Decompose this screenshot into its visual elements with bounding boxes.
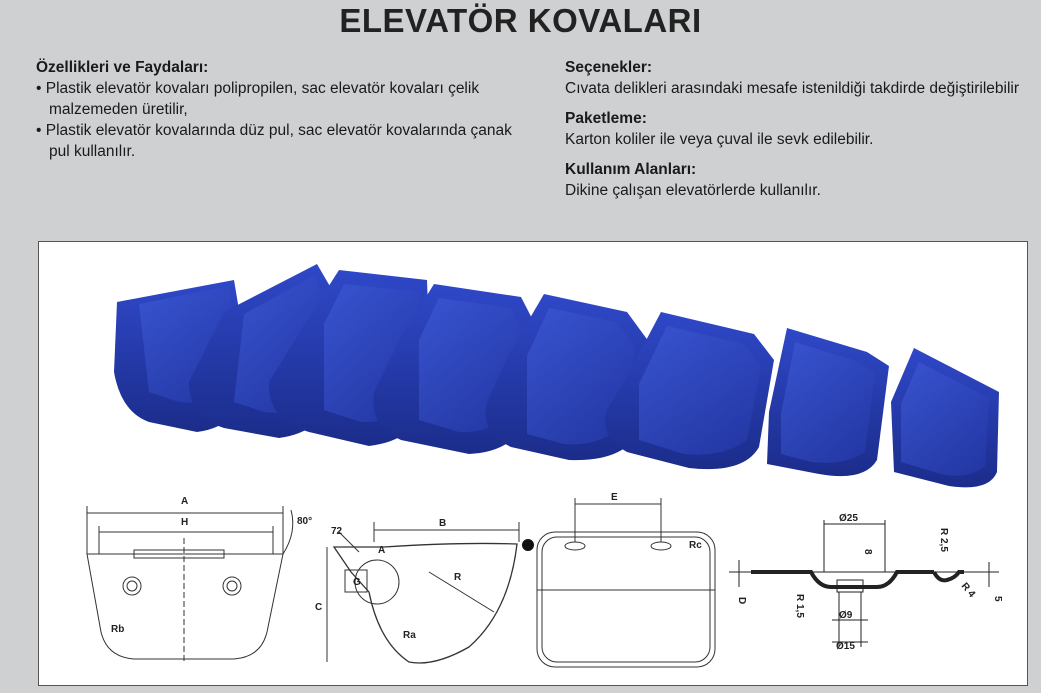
- dim-8: 8: [862, 549, 873, 555]
- dim-H: H: [181, 517, 189, 528]
- info-section: [565, 57, 1025, 201]
- dim-R: R: [454, 572, 462, 583]
- usage-heading: Kullanım Alanları:: [565, 161, 697, 178]
- options-text: Cıvata delikleri arasındaki mesafe istenildiği takdirde değiştirilebilir: [565, 80, 1020, 97]
- dim-72: 72: [331, 526, 343, 537]
- features-heading: Özellikleri ve Faydaları:: [36, 59, 209, 76]
- usage-text: Dikine çalışan elevatörlerde kullanılır.: [565, 182, 821, 199]
- dim-G: G: [353, 577, 361, 588]
- dim-80: 80°: [297, 516, 313, 527]
- dim-r15: R 1,5: [794, 594, 805, 618]
- dim-E: E: [611, 492, 618, 503]
- dim-A: A: [181, 496, 189, 507]
- packaging-text: Karton koliler ile veya çuval ile sevk edilebilir.: [565, 131, 874, 148]
- bucket-8: [891, 348, 999, 487]
- features-item-1: • Plastik elevatör kovaları polipropilen, sac elevatör kovaları çelik malzemeden üretilir,: [36, 80, 480, 118]
- options-heading: Seçenekler:: [565, 59, 653, 76]
- dim-Rb: Rb: [111, 624, 125, 635]
- dim-d9: Ø9: [839, 610, 853, 621]
- dim-r25: R 2,5: [938, 528, 949, 552]
- top-view-drawing: [537, 498, 715, 667]
- dim-A-detail: A: [378, 545, 386, 556]
- dim-d15: Ø15: [836, 641, 855, 652]
- dim-B: B: [439, 518, 447, 529]
- product-figure-svg: [39, 242, 1027, 685]
- dim-Rc: Rc: [689, 540, 702, 551]
- product-figure: [38, 241, 1028, 686]
- washer-section-drawing: [729, 520, 999, 647]
- dim-r4: R 4: [958, 580, 978, 600]
- corner-dot: [522, 539, 534, 551]
- dim-5: 5: [992, 596, 1003, 602]
- page-title: ELEVATÖR KOVALARI: [339, 2, 702, 39]
- features-item-2: • Plastik elevatör kovalarında düz pul, sac elevatör kovalarında çanak pul kullanılır.: [36, 122, 512, 160]
- dim-D: D: [736, 597, 747, 605]
- features-section: [36, 57, 516, 162]
- bucket-7: [767, 328, 889, 476]
- dim-d25: Ø25: [839, 513, 858, 524]
- dim-Ra: Ra: [403, 630, 416, 641]
- packaging-heading: Paketleme:: [565, 110, 647, 127]
- front-view-drawing: [87, 506, 293, 662]
- dim-C: C: [315, 602, 323, 613]
- side-view-drawing: [327, 522, 519, 663]
